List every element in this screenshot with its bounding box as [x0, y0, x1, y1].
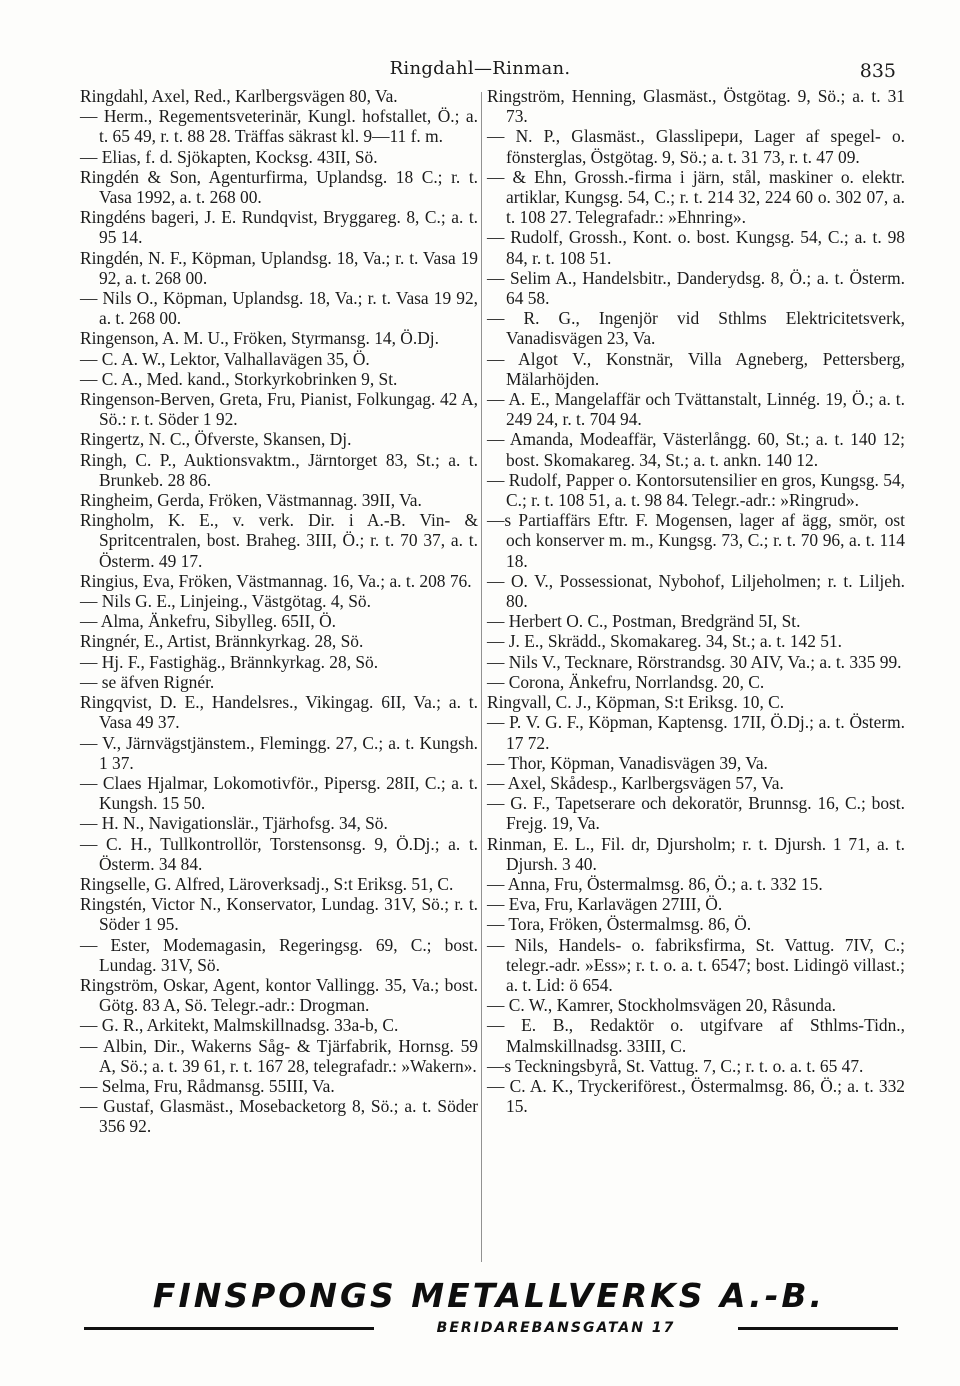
- directory-entry: Ringqvist, D. E., Handelsres., Vikingag. 6II, Va.; a. t. Vasa 49 37.: [80, 692, 478, 733]
- directory-entry: — A. E., Mangelaffär och Tvättanstalt, Linnég. 19, Ö.; a. t. 249 24, r. t. 704 94.: [487, 389, 905, 430]
- directory-entry: Rinman, E. L., Fil. dr, Djursholm; r. t. Djursh. 1 71, a. t. Djursh. 3 40.: [487, 833, 905, 874]
- directory-entry: Ringius, Eva, Fröken, Västmannag. 16, Va.; a. t. 208 76.: [80, 570, 472, 591]
- directory-entry: Ringenson, A. M. U., Fröken, Styrmansg. 14, Ö.Dj.: [80, 328, 439, 349]
- directory-entry: — se äfven Rignér.: [80, 671, 215, 692]
- directory-entry: — Corona, Änkefru, Norrlandsg. 20, C.: [487, 671, 765, 692]
- directory-entry: — Amanda, Modeaffär, Västerlångg. 60, St.; a. t. 140 12; bost. Skomakareg. 34, St.; a. t. ankn. 140 12.: [487, 429, 905, 470]
- directory-entry: — Gustaf, Glasmäst., Mosebacketorg 8, Sö.; a. t. Söder 356 92.: [80, 1096, 478, 1137]
- directory-entry: — C. W., Kamrer, Stockholmsvägen 20, Råsunda.: [487, 995, 837, 1016]
- directory-entry: Ringheim, Gerda, Fröken, Västmannag. 39II, Va.: [80, 490, 422, 511]
- directory-entry: — P. V. G. F., Köpman, Kaptensg. 17II, Ö.Dj.; a. t. Österm. 17 72.: [487, 712, 905, 753]
- directory-entry: Ringdén, N. F., Köpman, Uplandsg. 18, Va.; r. t. Vasa 19 92, a. t. 268 00.: [80, 247, 478, 288]
- directory-entry: —s Teckningsbyrå, St. Vattug. 7, C.; r. t. o. a. t. 65 47.: [487, 1055, 864, 1076]
- directory-entry: — Rudolf, Grossh., Kont. o. bost. Kungsg. 54, C.; a. t. 98 84, r. t. 108 51.: [487, 227, 905, 268]
- directory-entry: — Ester, Modemagasin, Regeringsg. 69, C.; bost. Lundag. 31V, Sö.: [80, 934, 478, 975]
- directory-entry: Ringenson-Berven, Greta, Fru, Pianist, Folkungag. 42 A, Sö.: r. t. Söder 1 92.: [80, 389, 478, 430]
- directory-entry: Ringström, Oskar, Agent, kontor Vallingg. 35, Va.; bost. Götg. 83 A, Sö. Telegr.-adr.: Drogman.: [80, 974, 478, 1016]
- decorative-rule-right: [738, 1327, 898, 1330]
- page-title: Ringdahl—Rinman.: [389, 58, 571, 79]
- decorative-rule-left: [84, 1327, 374, 1330]
- directory-entry: — Alma, Änkefru, Sibylleg. 65II, Ö.: [80, 611, 336, 632]
- directory-entry: Ringstén, Victor N., Konservator, Lundag. 31V, Sö.; r. t. Söder 1 95.: [80, 894, 478, 935]
- advertiser-address-row: [74, 1320, 904, 1336]
- advertiser-address: BERIDAREBANSGATAN 17: [436, 1320, 676, 1336]
- directory-entry: — Nils O., Köpman, Uplandsg. 18, Va.; r. t. Vasa 19 92, a. t. 268 00.: [80, 288, 478, 329]
- page-number: 835: [859, 60, 896, 82]
- right-column: [487, 86, 905, 1116]
- directory-entry: — Herbert O. C., Postman, Bredgränd 5I, St.: [487, 611, 801, 632]
- directory-entry: — Eva, Fru, Karlavägen 27III, Ö.: [487, 894, 723, 915]
- directory-entry: Ringertz, N. C., Öfverste, Skansen, Dj.: [80, 429, 352, 450]
- directory-entry: — G. F., Tapetserare och dekoratör, Brunnsg. 16, C.; bost. Frejg. 19, Va.: [487, 793, 905, 834]
- directory-entry: Ringdéns bageri, J. E. Rundqvist, Bryggareg. 8, C.; a. t. 95 14.: [80, 207, 478, 248]
- directory-entry: — V., Järnvägstjänstem., Flemingg. 27, C.; a. t. Kungsh. 1 37.: [80, 732, 478, 773]
- directory-entry: — Selma, Fru, Rådmansg. 55III, Va.: [80, 1075, 335, 1096]
- running-head: [0, 58, 960, 88]
- directory-entry: —s Partiaffärs Eftr. F. Mogensen, lager af ägg, smör, ost och konserver m. m., Kungsg. 73, C.; r. t. 70 96, a. t. 114 18.: [487, 510, 905, 571]
- directory-entry: — C. H., Tullkontrollör, Torstensonsg. 9, Ö.Dj.; a. t. Österm. 34 84.: [80, 833, 478, 874]
- directory-entry: Ringholm, K. E., v. verk. Dir. i A.-B. Vin- & Spritcentralen, bost. Braheg. 3III, Ö.; r. t. 70 37, a. t. Österm. 49 17.: [80, 510, 478, 571]
- directory-entry: — Thor, Köpman, Vanadisvägen 39, Va.: [487, 752, 768, 773]
- directory-entry: Ringdén & Son, Agenturfirma, Uplandsg. 18 C.; r. t. Vasa 1992, a. t. 268 00.: [80, 166, 478, 208]
- directory-entry: — Albin, Dir., Wakerns Såg- & Tjärfabrik, Hornsg. 59 A, Sö.; a. t. 39 61, r. t. 167 28, telegrafadr.: »Wakern».: [80, 1035, 478, 1076]
- column-divider: [481, 92, 482, 1262]
- directory-entry: — Anna, Fru, Östermalmsg. 86, Ö.; a. t. 332 15.: [487, 873, 823, 894]
- directory-entry: — R. G., Ingenjör vid Sthlms Elektricitetsverk, Vanadisvägen 23, Va.: [487, 308, 905, 349]
- directory-entry: — C. A. K., Tryckeriförest., Östermalmsg. 86, Ö.; a. t. 332 15.: [487, 1075, 905, 1117]
- advertiser-name: FINSPONGS METALLVERKS A.-B.: [152, 1276, 826, 1315]
- directory-entry: — Hj. F., Fastighäg., Brännkyrkag. 28, Sö.: [80, 651, 379, 672]
- directory-entry: — Selim A., Handelsbitr., Danderydsg. 8, Ö.; a. t. Österm. 64 58.: [487, 267, 905, 309]
- directory-entry: — N. P., Glasmäst., Glasslipери, Lager af spegel- o. fönsterglas, Östgötag. 9, Sö.; a. t. 31 73, r. t. 47 09.: [487, 126, 905, 167]
- directory-entry: — Tora, Fröken, Östermalmsg. 86, Ö.: [487, 914, 752, 935]
- directory-entry: — Herm., Regementsveterinär, Kungl. hofstallet, Ö.; a. t. 65 49, r. t. 88 28. Träffas säkrast kl. 9—11 f. m.: [80, 106, 478, 147]
- directory-entry: — & Ehn, Grossh.-firma i järn, stål, maskiner o. elektr. artiklar, Kungsg. 54, C.; r. t. 214 32, 224 60 o. 302 07, a. t. 108 27. Telegrafadr.: »Ehnring».: [487, 166, 905, 228]
- directory-entry: Ringselle, G. Alfred, Läroverksadj., S:t Eriksg. 51, C.: [80, 873, 454, 894]
- directory-entry: Ringström, Henning, Glasmäst., Östgötag. 9, Sö.; a. t. 31 73.: [487, 86, 905, 127]
- directory-entry: — Algot V., Konstnär, Villa Agneberg, Pettersberg, Mälarhöjden.: [487, 348, 905, 389]
- directory-entry: — Nils, Handels- o. fabriksfirma, St. Vattug. 7IV, C.; telegr.-adr. »Ess»; r. t. o. a. t. 6547; bost. Lidingö villast.; a. t. Lid: ö 654.: [487, 934, 905, 995]
- directory-entry: — Nils V., Tecknare, Rörstrandsg. 30 AIV, Va.; a. t. 335 99.: [487, 651, 902, 672]
- directory-entry: Ringh, C. P., Auktionsvaktm., Järntorget 83, St.; a. t. Brunkeb. 28 86.: [80, 449, 478, 490]
- advertisement-banner: [74, 1276, 904, 1338]
- directory-entry: — Axel, Skådesp., Karlbergsvägen 57, Va.: [487, 772, 784, 793]
- directory-entry: Ringdahl, Axel, Red., Karlbergsvägen 80, Va.: [80, 86, 398, 106]
- directory-entry: — Nils G. E., Linjeing., Västgötag. 4, Sö.: [80, 591, 371, 612]
- directory-entry: — C. A., Med. kand., Storkyrkobrinken 9, St.: [80, 368, 398, 389]
- directory-entry: — H. N., Navigationslär., Tjärhofsg. 34, Sö.: [80, 813, 388, 834]
- directory-entry: — C. A. W., Lektor, Valhallavägen 35, Ö.: [80, 348, 370, 369]
- directory-entry: — O. V., Possessionat, Nybohof, Liljeholmen; r. t. Liljeh. 80.: [487, 570, 905, 612]
- directory-entry: — J. E., Skrädd., Skomakareg. 34, St.; a. t. 142 51.: [487, 631, 843, 652]
- directory-entry: — E. B., Redaktör o. utgifvare af Sthlms-Tidn., Malmskillnadsg. 33III, C.: [487, 1015, 905, 1056]
- directory-entry: — Rudolf, Papper o. Kontorsutensilier en gros, Kungsg. 54, C.; r. t. 108 51, a. t. 98 84. Telegr.-adr.: »Ringrud».: [487, 469, 905, 511]
- directory-entry: — Claes Hjalmar, Lokomotivför., Pipersg. 28II, C.; a. t. Kungsh. 15 50.: [80, 772, 478, 814]
- directory-entry: Ringvall, C. J., Köpman, S:t Eriksg. 10, C.: [487, 692, 785, 713]
- directory-entry: — G. R., Arkitekt, Malmskillnadsg. 33a-b, C.: [80, 1015, 399, 1036]
- directory-entry: Ringnér, E., Artist, Brännkyrkag. 28, Sö.: [80, 631, 364, 652]
- left-column: [80, 86, 478, 1137]
- directory-entry: — Elias, f. d. Sjökapten, Kocksg. 43II, Sö.: [80, 146, 378, 167]
